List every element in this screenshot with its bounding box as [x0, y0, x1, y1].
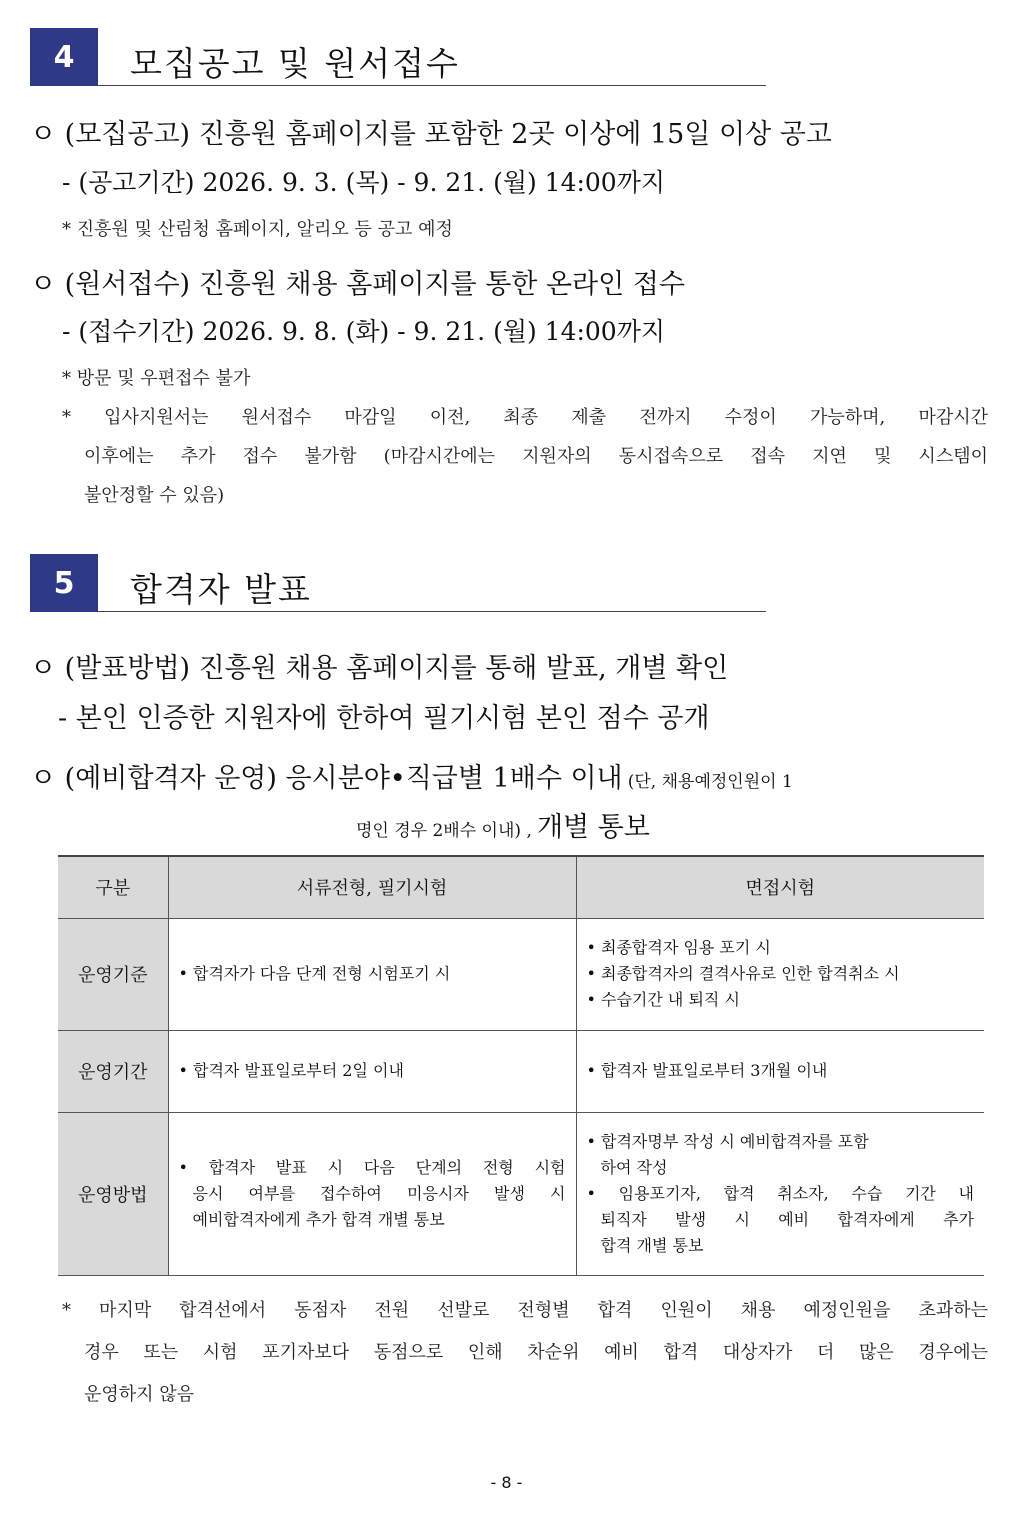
cell-text: 합격 개별 통보 [600, 1235, 704, 1255]
application-line: ㅇ (원서접수) 진흥원 채용 홈페이지를 통한 온라인 접수 [30, 269, 685, 300]
cell-document-written [168, 1112, 576, 1275]
cell-text: • 최종합격자 임용 포기 시 [586, 938, 771, 957]
cell-interview [576, 1030, 984, 1112]
reserve-condition: (단, 채용예정인원이 1 [627, 772, 793, 792]
application-note-1: * 방문 및 우편접수 불가 [62, 368, 251, 389]
reserve-main: ㅇ (예비합격자 운영) 응시분야•직급별 1배수 이내 [30, 763, 623, 794]
cell-text: • 합격자 발표 시 다음 단계의 전형 시험 [178, 1157, 566, 1177]
table-header-row [58, 856, 984, 918]
section-5-header [30, 554, 766, 612]
cell-text: • 임용포기자, 합격 취소자, 수습 기간 내 [586, 1183, 974, 1203]
cell-interview [576, 1112, 984, 1275]
table-row [58, 1112, 984, 1275]
cell-text: 응시 여부를 접수하여 미응시자 발생 시 [192, 1183, 566, 1203]
application-note-2-end: 불안정할 수 있음) [84, 485, 225, 506]
row-label: 운영기간 [58, 1030, 168, 1112]
page-number: - 8 - [490, 1473, 523, 1492]
section-4-header [30, 28, 766, 86]
reserve-line-cont [356, 805, 650, 844]
section-number: 5 [30, 554, 98, 612]
cell-text: • 합격자가 다음 단계 전형 시험포기 시 [178, 964, 451, 983]
header-document-written: 서류전형, 필기시험 [168, 856, 576, 918]
cell-text: 예비합격자에게 추가 합격 개별 통보 [192, 1209, 445, 1229]
reserve-condition-cont: 명인 경우 2배수 이내) , [356, 821, 532, 841]
row-label: 운영기준 [58, 918, 168, 1030]
notice-period-line: - (공고기간) 2026. 9. 3. (목) - 9. 21. (월) 14:00까지 [62, 168, 666, 197]
reserve-operation-table [58, 855, 984, 1276]
bottom-note-2: 경우 또는 시험 포기자보다 동점으로 인해 차순위 예비 합격 대상자가 더 많은 경우에는 [84, 1342, 988, 1363]
application-note-2: * 입사지원서는 원서접수 마감일 이전, 최종 제출 전까지 수정이 가능하며, 마감시간 [62, 407, 988, 428]
cell-text: • 합격자 발표일로부터 2일 이내 [178, 1061, 404, 1080]
notice-note: * 진흥원 및 산림청 홈페이지, 알리오 등 공고 예정 [62, 219, 453, 240]
section-title: 합격자 발표 [130, 570, 312, 609]
row-label: 운영방법 [58, 1112, 168, 1275]
application-note-2-cont: 이후에는 추가 접수 불가함 (마감시간에는 지원자의 동시접속으로 접속 지연 및 시스템이 [84, 446, 988, 467]
section-title: 모집공고 및 원서접수 [130, 44, 460, 83]
section-number: 4 [30, 28, 98, 86]
cell-text: 하여 작성 [600, 1157, 668, 1177]
bottom-note-1: * 마지막 합격선에서 동점자 전원 선발로 전형별 합격 인원이 채용 예정인원을 초과하는 [62, 1300, 988, 1321]
reserve-tail: 개별 통보 [536, 812, 650, 843]
cell-interview [576, 918, 984, 1030]
application-period-line: - (접수기간) 2026. 9. 8. (화) - 9. 21. (월) 14:00까지 [62, 317, 666, 346]
recruit-notice-line: ㅇ (모집공고) 진흥원 홈페이지를 포함한 2곳 이상에 15일 이상 공고 [30, 119, 832, 150]
header-interview: 면접시험 [576, 856, 984, 918]
cell-text: • 합격자 발표일로부터 3개월 이내 [586, 1061, 828, 1080]
cell-text: • 수습기간 내 퇴직 시 [586, 990, 740, 1009]
table-row [58, 1030, 984, 1112]
cell-text: 퇴직자 발생 시 예비 합격자에게 추가 [600, 1209, 974, 1229]
cell-text: • 최종합격자의 결격사유로 인한 합격취소 시 [586, 964, 900, 983]
cell-document-written [168, 1030, 576, 1112]
reserve-line [30, 756, 793, 795]
score-disclosure-line: - 본인 인증한 지원자에 한하여 필기시험 본인 점수 공개 [58, 703, 710, 734]
header-category: 구분 [58, 856, 168, 918]
announce-method-line: ㅇ (발표방법) 진흥원 채용 홈페이지를 통해 발표, 개별 확인 [30, 653, 729, 684]
table-row [58, 918, 984, 1030]
cell-text: • 합격자명부 작성 시 예비합격자를 포함 [586, 1131, 869, 1151]
cell-document-written [168, 918, 576, 1030]
bottom-note-3: 운영하지 않음 [84, 1384, 195, 1405]
